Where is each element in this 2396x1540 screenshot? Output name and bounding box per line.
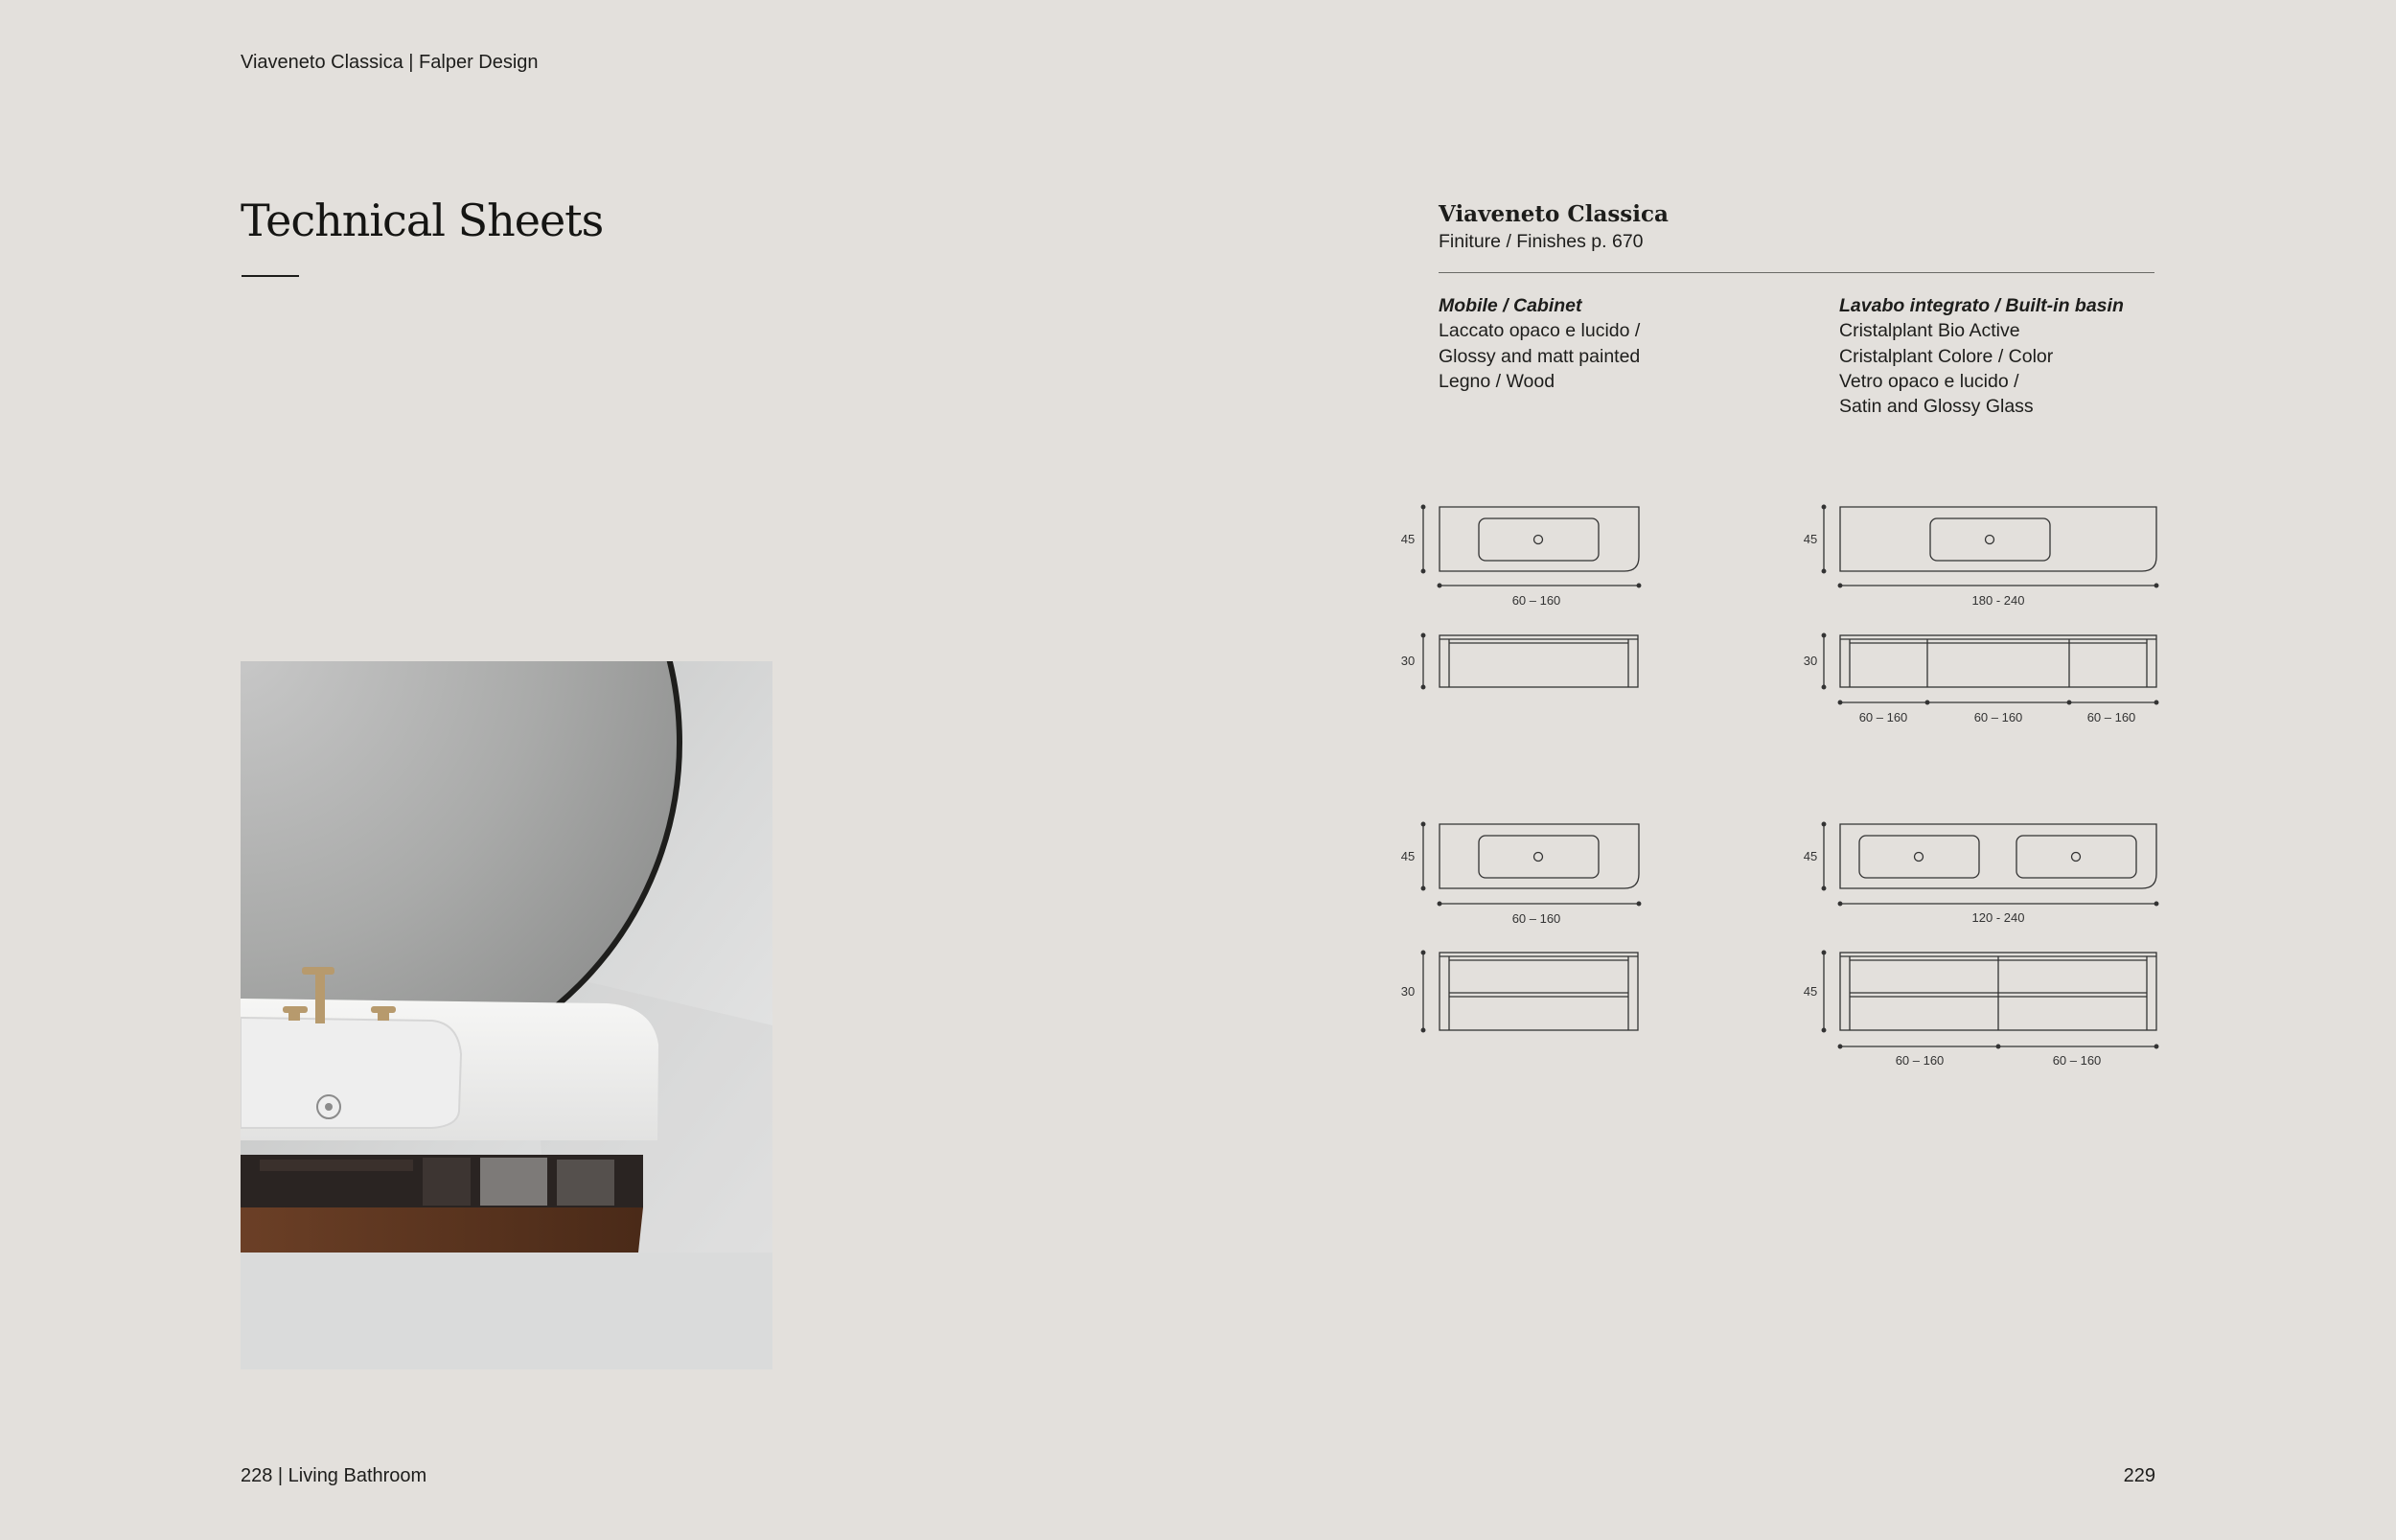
height-label: 30 bbox=[1400, 654, 1416, 668]
front-view bbox=[1822, 951, 2158, 1048]
drawing-single-long bbox=[1804, 505, 2158, 724]
cabinet-finish-line: Legno / Wood bbox=[1439, 370, 1555, 392]
depth-label: 45 bbox=[1400, 849, 1416, 863]
basin-heading: Lavabo integrato / Built-in basin bbox=[1839, 295, 2124, 316]
width-label: 180 - 240 bbox=[1971, 593, 2025, 608]
finishes-reference: Finiture / Finishes p. 670 bbox=[1439, 231, 1644, 252]
module-label: 60 – 160 bbox=[1895, 1053, 1945, 1068]
width-label: 60 – 160 bbox=[1511, 911, 1561, 926]
basin-finish-line: Satin and Glossy Glass bbox=[1839, 396, 2034, 418]
depth-label: 45 bbox=[1400, 532, 1416, 546]
height-label: 30 bbox=[1400, 984, 1416, 999]
width-label: 60 – 160 bbox=[1511, 593, 1561, 608]
cabinet-heading: Mobile / Cabinet bbox=[1439, 295, 1582, 316]
product-name: Viaveneto Classica bbox=[1439, 201, 1669, 227]
module-label: 60 – 160 bbox=[1858, 710, 1908, 724]
height-label: 30 bbox=[1803, 654, 1818, 668]
top-view bbox=[1421, 822, 1641, 906]
front-view bbox=[1822, 633, 2158, 704]
footer-page-left: 228 | Living Bathroom bbox=[241, 1465, 427, 1486]
depth-label: 45 bbox=[1803, 532, 1818, 546]
footer-page-right: 229 bbox=[2123, 1465, 2155, 1486]
top-view bbox=[1822, 505, 2158, 587]
cabinet-finish-line: Laccato opaco e lucido / bbox=[1439, 320, 1641, 342]
height-label: 45 bbox=[1803, 984, 1818, 999]
module-label: 60 – 160 bbox=[1973, 710, 2023, 724]
top-view bbox=[1822, 822, 2158, 906]
cabinet-finish-line: Glossy and matt painted bbox=[1439, 345, 1641, 367]
header-breadcrumb: Viaveneto Classica | Falper Design bbox=[241, 52, 539, 73]
basin-finish-line: Vetro opaco e lucido / bbox=[1839, 370, 2019, 392]
module-label: 60 – 160 bbox=[2086, 710, 2136, 724]
basin-finish-line: Cristalplant Bio Active bbox=[1839, 320, 2020, 342]
basin-finish-line: Cristalplant Colore / Color bbox=[1839, 345, 2054, 367]
drawing-double-drawer-short bbox=[1401, 822, 1641, 1032]
page-title: Technical Sheets bbox=[241, 195, 604, 246]
module-label: 60 – 160 bbox=[2052, 1053, 2102, 1068]
top-view bbox=[1421, 505, 1641, 587]
width-label: 120 - 240 bbox=[1971, 910, 2025, 925]
drawing-double-basin bbox=[1804, 822, 2158, 1068]
front-view bbox=[1421, 633, 1638, 689]
depth-label: 45 bbox=[1803, 849, 1818, 863]
drawing-single-short bbox=[1401, 505, 1641, 689]
front-view bbox=[1421, 951, 1638, 1032]
